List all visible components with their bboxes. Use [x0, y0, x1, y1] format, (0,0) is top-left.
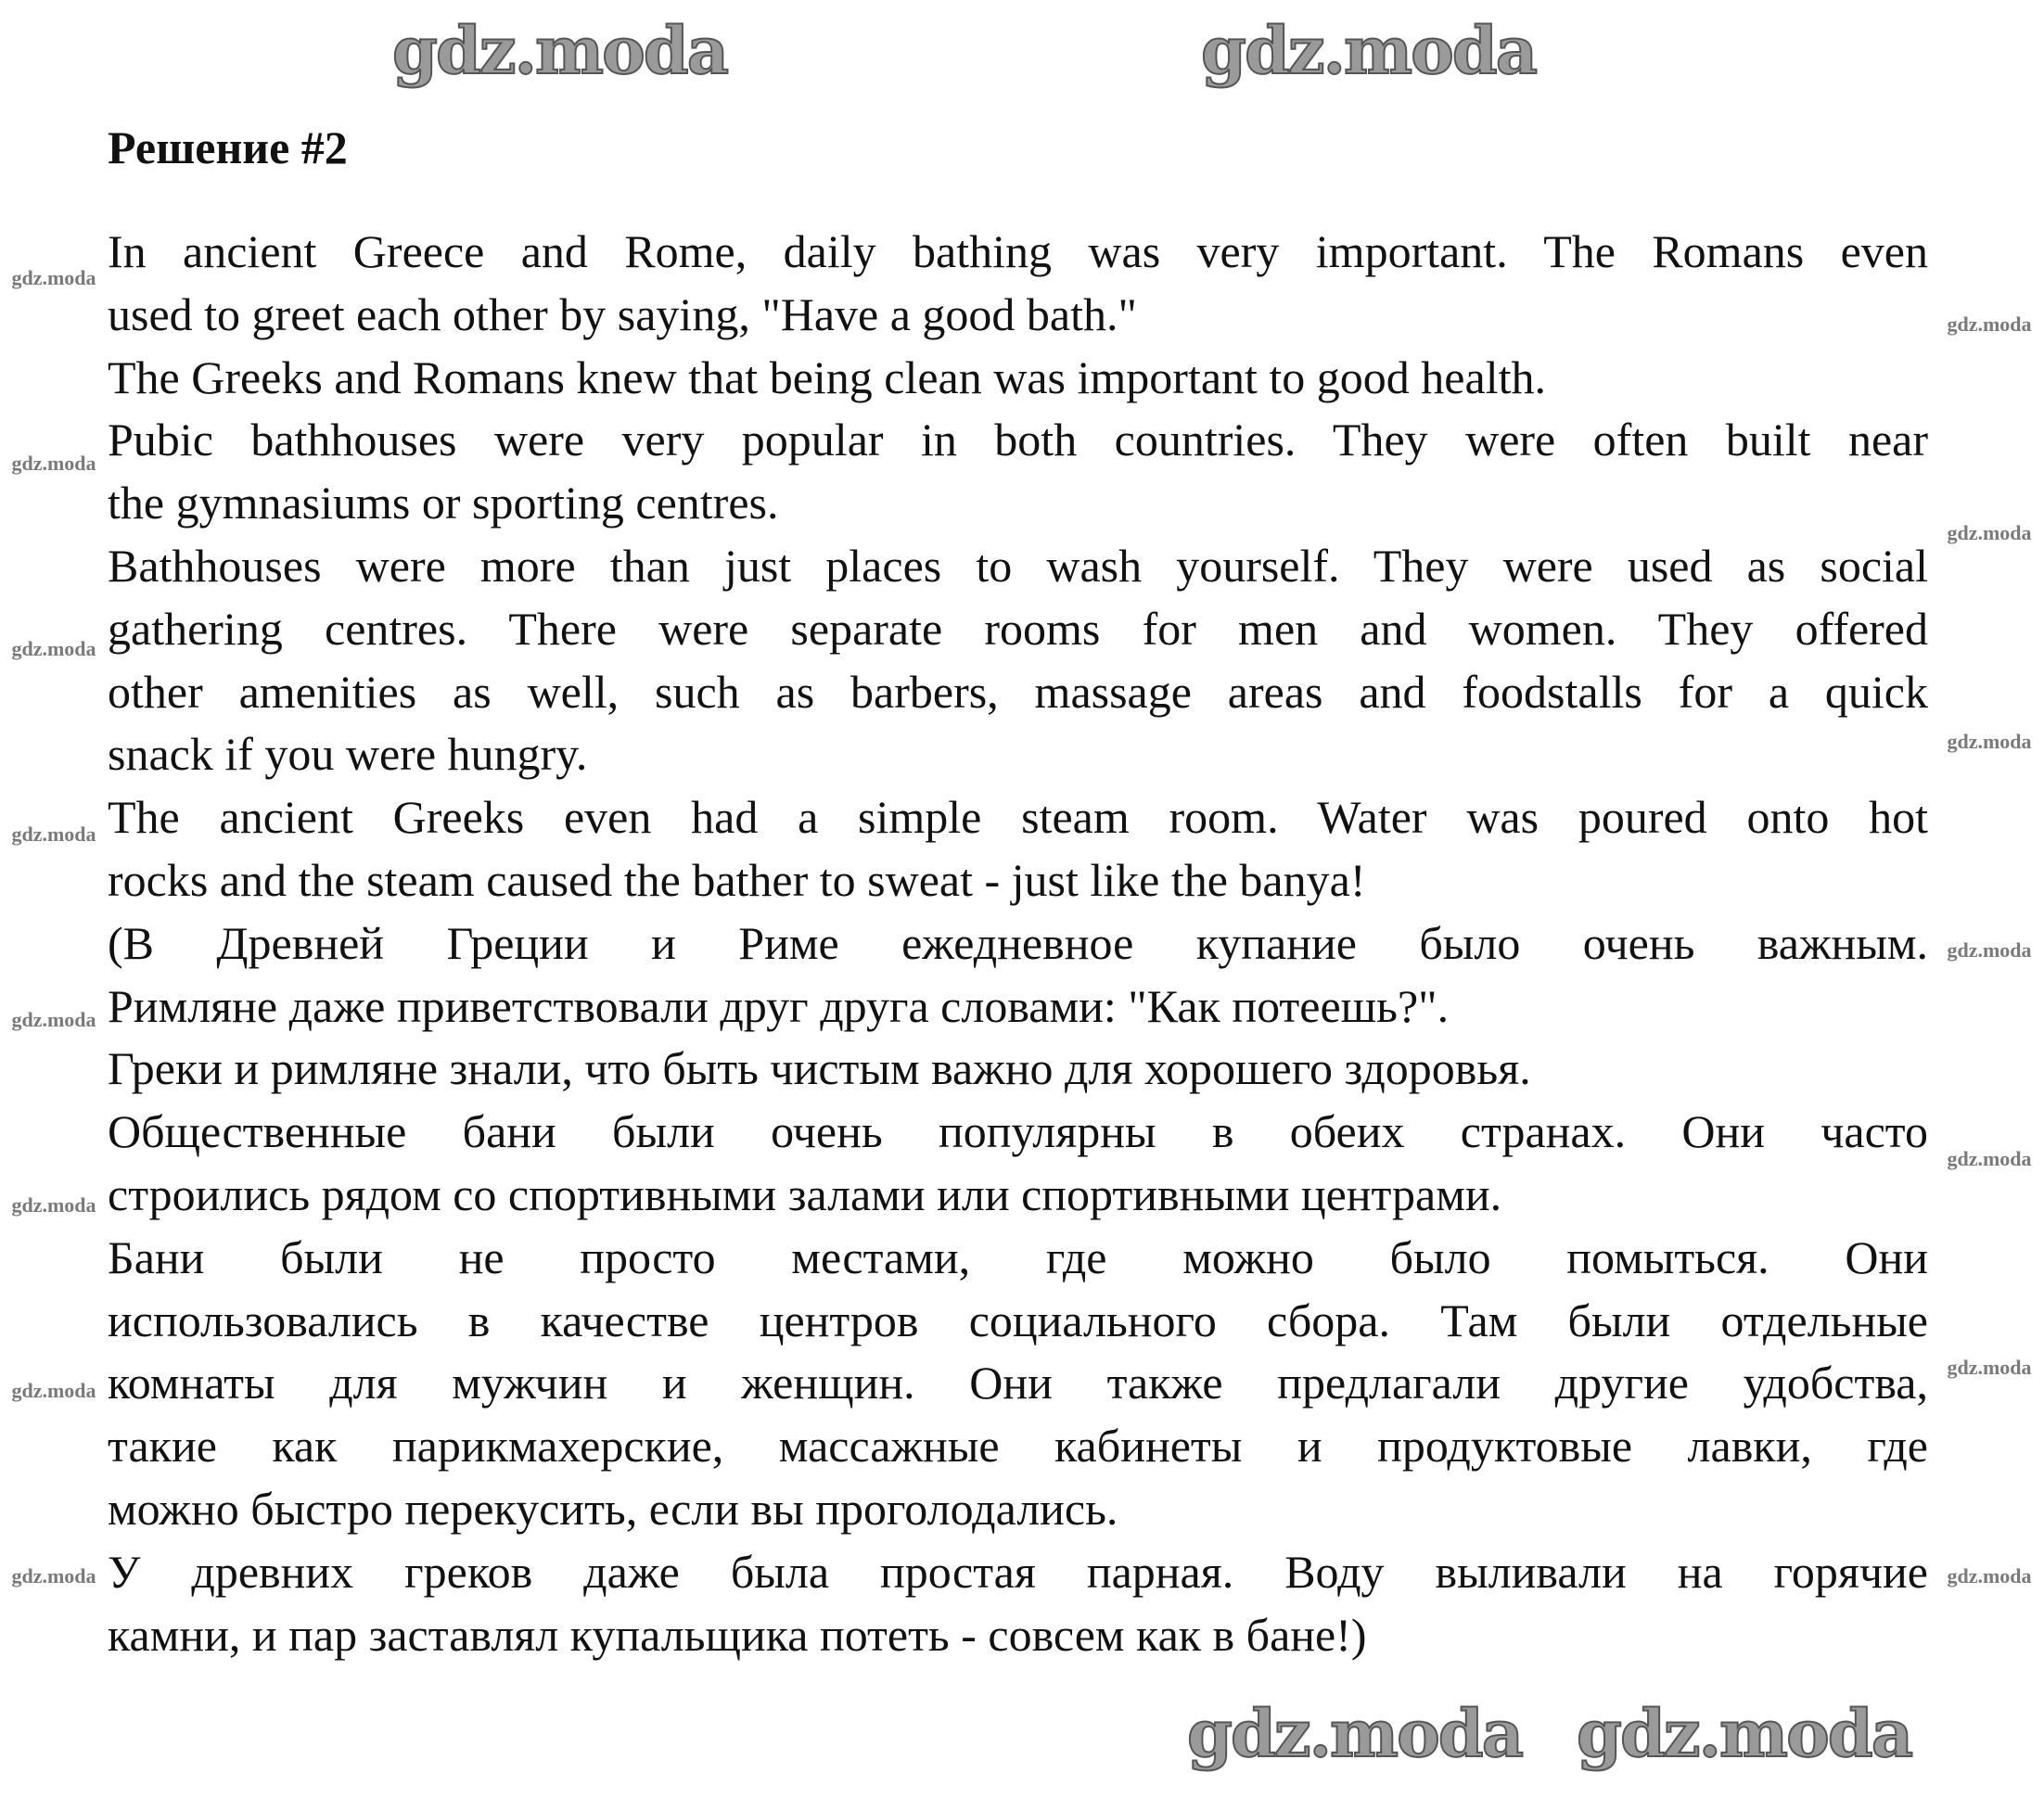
text-line — [108, 723, 1928, 786]
watermark-small: gdz.moda — [11, 266, 96, 289]
text-line — [108, 1478, 1928, 1541]
solution-text — [108, 221, 1928, 1666]
solution-title: Решение #2 — [108, 121, 348, 173]
text-line-content: The ancient Greeks even had a simple steam room. Water was poured onto hot — [108, 791, 1928, 844]
text-line — [108, 347, 1928, 410]
watermark-small: gdz.moda — [1947, 1147, 2032, 1170]
text-line-content: Bathhouses were more than just places to wash yourself. They were used as social — [108, 539, 1928, 592]
watermark-small: gdz.moda — [1947, 938, 2032, 962]
text-line-content: rocks and the steam caused the bather to sweat - just like the banya! — [108, 853, 1366, 906]
text-line — [108, 598, 1928, 661]
watermark-small: gdz.moda — [11, 822, 96, 846]
text-line-content: Греки и римляне знали, что быть чистым важно для хорошего здоровья. — [108, 1042, 1531, 1095]
text-line — [108, 535, 1928, 598]
text-line-content: Общественные бани были очень популярны в обеих странах. Они часто — [108, 1105, 1928, 1158]
watermark-small: gdz.moda — [1947, 730, 2032, 753]
text-line-content: other amenities as well, such as barbers, massage areas and foodstalls for a quick — [108, 665, 1928, 718]
text-line-content: the gymnasiums or sporting centres. — [108, 477, 779, 529]
text-line-content: Pubic bathhouses were very popular in both countries. They were often built near — [108, 414, 1928, 466]
watermark-small: gdz.moda — [11, 1193, 96, 1217]
text-line — [108, 284, 1928, 347]
text-line-content: The Greeks and Romans knew that being clean was important to good health. — [108, 351, 1546, 403]
watermark-logo: gdz.moda — [1187, 1695, 1523, 1772]
text-line-content: камни, и пар заставлял купальщика потеть - совсем как в бане!) — [108, 1608, 1367, 1661]
watermark-small: gdz.moda — [1947, 312, 2032, 336]
text-line-content: использовались в качестве центров социального сбора. Там были отдельные — [108, 1294, 1928, 1346]
text-line — [108, 1541, 1928, 1604]
text-line — [108, 1038, 1928, 1101]
text-line-content: snack if you were hungry. — [108, 728, 588, 781]
watermark-small: gdz.moda — [1947, 521, 2032, 544]
text-line — [108, 661, 1928, 724]
watermark-small: gdz.moda — [11, 1379, 96, 1402]
watermark-small: gdz.moda — [1947, 1356, 2032, 1379]
text-line — [108, 1101, 1928, 1164]
text-line — [108, 786, 1928, 849]
text-line — [108, 1415, 1928, 1478]
text-line — [108, 472, 1928, 535]
text-line — [108, 221, 1928, 284]
text-line-content: строились рядом со спортивными залами или спортивными центрами. — [108, 1167, 1502, 1220]
text-line — [108, 849, 1928, 912]
watermark-logo: gdz.moda — [1201, 12, 1537, 89]
text-line-content: (В Древней Греции и Риме ежедневное купание было очень важным. — [108, 916, 1928, 969]
text-line — [108, 1352, 1928, 1415]
text-line — [108, 409, 1928, 472]
text-line — [108, 1164, 1928, 1227]
watermark-small: gdz.moda — [1947, 1564, 2032, 1588]
text-line-content: У древних греков даже была простая парная. Воду выливали на горячие — [108, 1545, 1928, 1598]
text-line-content: used to greet each other by saying, "Have a good bath." — [108, 287, 1137, 340]
watermark-logo: gdz.moda — [392, 12, 728, 89]
watermark-small: gdz.moda — [11, 1564, 96, 1588]
watermark-logo: gdz.moda — [1577, 1695, 1912, 1772]
watermark-small: gdz.moda — [11, 637, 96, 660]
text-line — [108, 1227, 1928, 1290]
text-line — [108, 1604, 1928, 1667]
text-line-content: In ancient Greece and Rome, daily bathing was very important. The Romans even — [108, 225, 1928, 277]
watermark-small: gdz.moda — [11, 1008, 96, 1031]
text-line — [108, 1290, 1928, 1353]
text-line — [108, 912, 1928, 976]
text-line-content: можно быстро перекусить, если вы проголодались. — [108, 1482, 1118, 1535]
watermark-small: gdz.moda — [11, 452, 96, 475]
text-line-content: gathering centres. There were separate rooms for men and women. They offered — [108, 602, 1928, 655]
text-line-content: комнаты для мужчин и женщин. Они также предлагали другие удобства, — [108, 1357, 1928, 1409]
text-line-content: Бани были не просто местами, где можно было помыться. Они — [108, 1231, 1928, 1283]
text-line-content: Римляне даже приветствовали друг друга словами: "Как потеешь?". — [108, 979, 1450, 1032]
text-line-content: такие как парикмахерские, массажные кабинеты и продуктовые лавки, где — [108, 1420, 1928, 1473]
text-line — [108, 976, 1928, 1039]
